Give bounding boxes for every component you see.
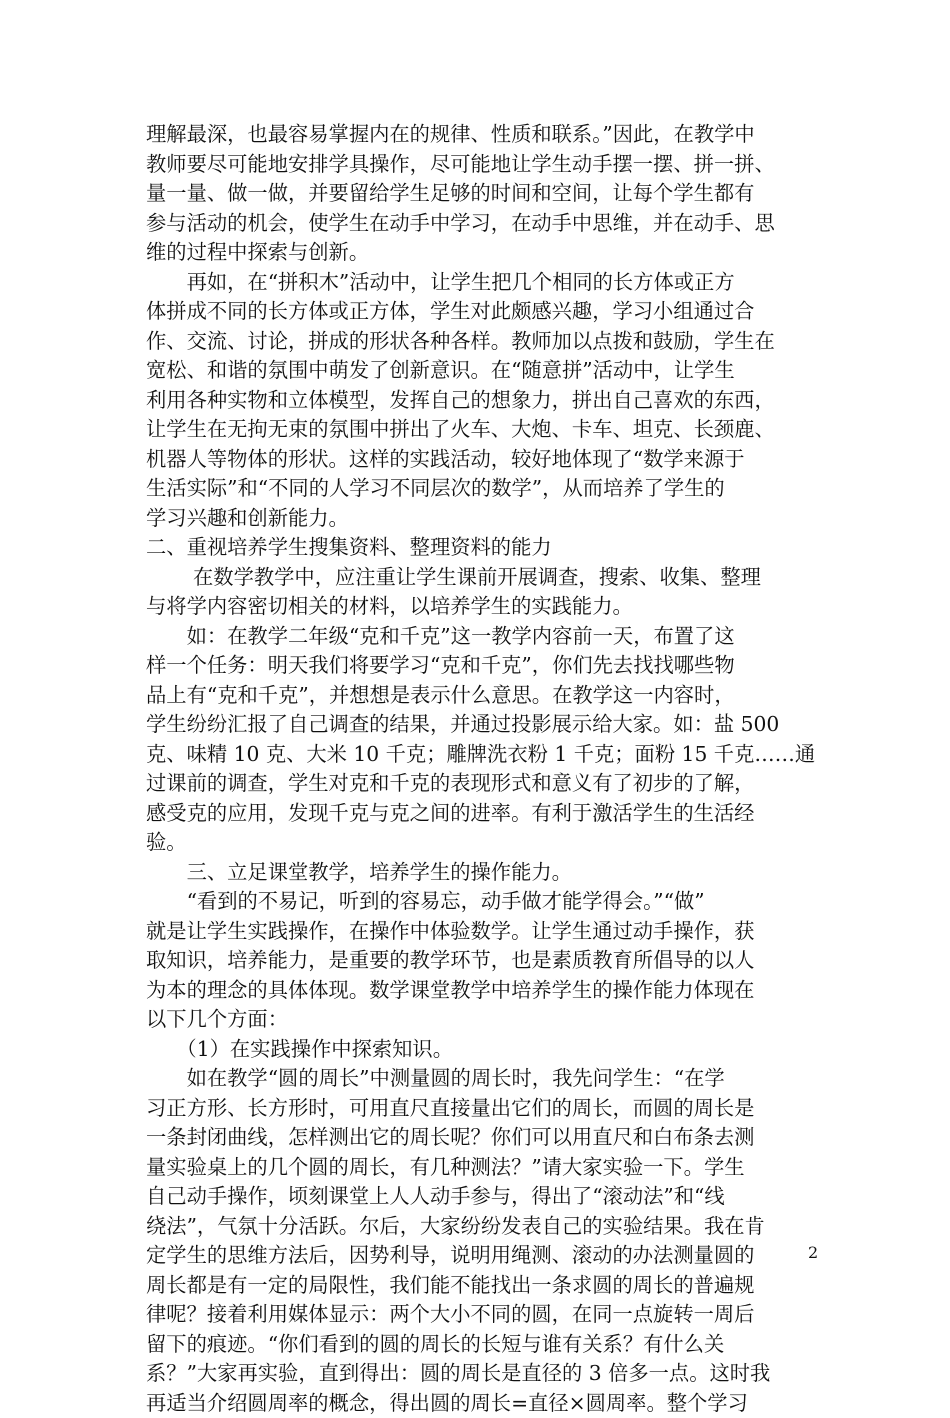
text-line: 如在教学“圆的周长”中测量圆的周长时，我先问学生：“在学	[146, 1064, 814, 1094]
text-line: 机器人等物体的形状。这样的实践活动，较好地体现了“数学来源于	[146, 445, 814, 475]
text-line: 再如，在“拼积木”活动中，让学生把几个相同的长方体或正方	[146, 268, 814, 298]
text-line: 为本的理念的具体体现。数学课堂教学中培养学生的操作能力体现在	[146, 976, 814, 1006]
text-line: 就是让学生实践操作，在操作中体验数学。让学生通过动手操作，获	[146, 917, 814, 947]
text-line: 一条封闭曲线，怎样测出它的周长呢？你们可以用直尺和白布条去测	[146, 1123, 814, 1153]
text-line: 样一个任务：明天我们将要学习“克和千克”，你们先去找找哪些物	[146, 651, 814, 681]
text-line: 周长都是有一定的局限性，我们能不能找出一条求圆的周长的普遍规	[146, 1271, 814, 1301]
text-line: 维的过程中探索与创新。	[146, 238, 814, 268]
text-line: 与将学内容密切相关的材料，以培养学生的实践能力。	[146, 592, 814, 622]
text-line: 感受克的应用，发现千克与克之间的进率。有利于激活学生的生活经	[146, 799, 814, 829]
text-line: 律呢？接着利用媒体显示：两个大小不同的圆，在同一点旋转一周后	[146, 1300, 814, 1330]
text-line: （1）在实践操作中探索知识。	[146, 1035, 814, 1065]
text-line: 学习兴趣和创新能力。	[146, 504, 814, 534]
page-number: 2	[808, 1244, 818, 1262]
text-line: 生活实际”和“不同的人学习不同层次的数学”，从而培养了学生的	[146, 474, 814, 504]
text-line: 宽松、和谐的氛围中萌发了创新意识。在“随意拼”活动中，让学生	[146, 356, 814, 386]
text-line: 留下的痕迹。“你们看到的圆的周长的长短与谁有关系？有什么关	[146, 1330, 814, 1360]
text-line: 再适当介绍圆周率的概念，得出圆的周长=直径×圆周率。整个学习	[146, 1389, 814, 1418]
text-line: 学生纷纷汇报了自己调查的结果，并通过投影展示给大家。如：盐 500	[146, 710, 814, 740]
text-line: 参与活动的机会，使学生在动手中学习，在动手中思维，并在动手、思	[146, 209, 814, 239]
text-line: 自己动手操作，顷刻课堂上人人动手参与，得出了“滚动法”和“线	[146, 1182, 814, 1212]
text-line: 三、立足课堂教学，培养学生的操作能力。	[146, 858, 814, 888]
text-line: 让学生在无拘无束的氛围中拼出了火车、大炮、卡车、坦克、长颈鹿、	[146, 415, 814, 445]
text-line: 以下几个方面：	[146, 1005, 814, 1035]
text-line: 利用各种实物和立体模型，发挥自己的想象力，拼出自己喜欢的东西，	[146, 386, 814, 416]
text-line: 体拼成不同的长方体或正方体，学生对此颇感兴趣，学习小组通过合	[146, 297, 814, 327]
body-text	[146, 120, 814, 1418]
text-line: 克、味精 10 克、大米 10 千克；雕牌洗衣粉 1 千克；面粉 15 千克……通	[146, 740, 814, 770]
text-line: 定学生的思维方法后，因势利导，说明用绳测、滚动的办法测量圆的	[146, 1241, 814, 1271]
text-line: 品上有“克和千克”，并想想是表示什么意思。在教学这一内容时，	[146, 681, 814, 711]
text-line: 在数学教学中，应注重让学生课前开展调查，搜索、收集、整理	[146, 563, 814, 593]
text-line: 过课前的调查，学生对克和千克的表现形式和意义有了初步的了解，	[146, 769, 814, 799]
text-line: 取知识，培养能力，是重要的教学环节，也是素质教育所倡导的以人	[146, 946, 814, 976]
text-line: 习正方形、长方形时，可用直尺直接量出它们的周长，而圆的周长是	[146, 1094, 814, 1124]
text-line: 量一量、做一做，并要留给学生足够的时间和空间，让每个学生都有	[146, 179, 814, 209]
text-line: 验。	[146, 828, 814, 858]
text-line: 二、重视培养学生搜集资料、整理资料的能力	[146, 533, 814, 563]
text-line: 系？”大家再实验，直到得出：圆的周长是直径的 3 倍多一点。这时我	[146, 1359, 814, 1389]
text-line: 量实验桌上的几个圆的周长，有几种测法？”请大家实验一下。学生	[146, 1153, 814, 1183]
text-line: 理解最深，也最容易掌握内在的规律、性质和联系。”因此，在教学中	[146, 120, 814, 150]
text-line: 作、交流、讨论，拼成的形状各种各样。教师加以点拨和鼓励，学生在	[146, 327, 814, 357]
text-line: “看到的不易记，听到的容易忘，动手做才能学得会。”“做”	[146, 887, 814, 917]
text-line: 绕法”，气氛十分活跃。尔后，大家纷纷发表自己的实验结果。我在肯	[146, 1212, 814, 1242]
text-line: 教师要尽可能地安排学具操作，尽可能地让学生动手摆一摆、拼一拼、	[146, 150, 814, 180]
text-line: 如：在教学二年级“克和千克”这一教学内容前一天，布置了这	[146, 622, 814, 652]
